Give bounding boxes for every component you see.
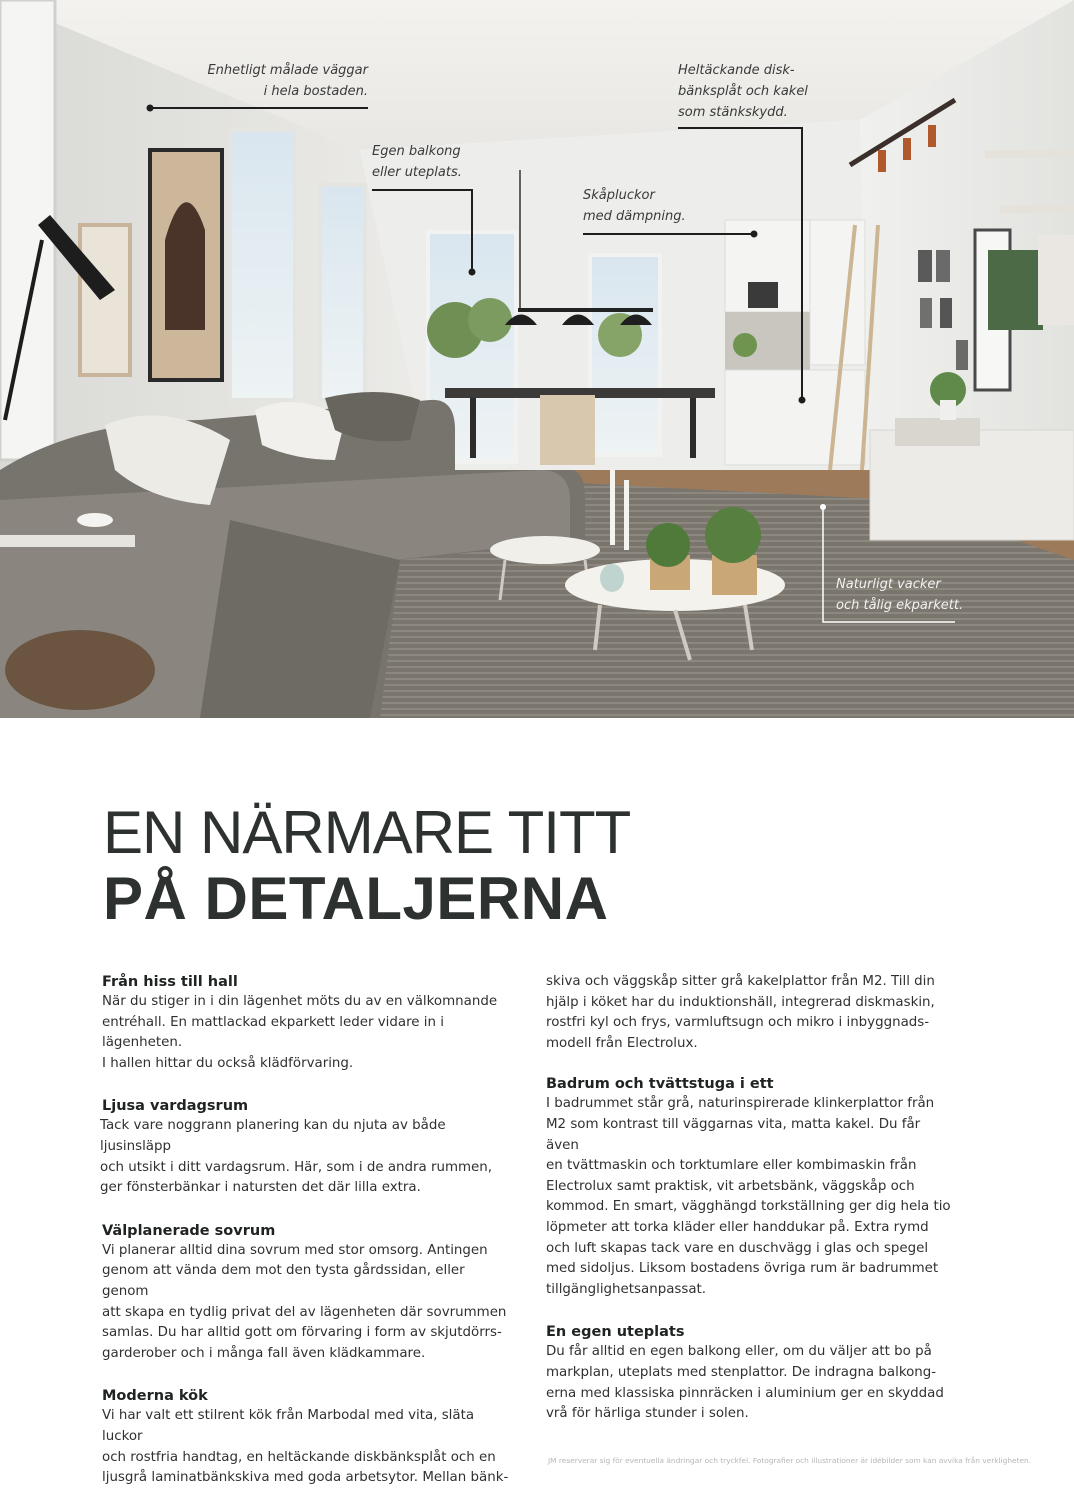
section-living-room bbox=[102, 1096, 512, 1198]
callout-balcony-line1: Egen balkong bbox=[372, 144, 461, 159]
body-line: kommod. En smart, vägghängd torkställning ger dig hela tio bbox=[546, 1199, 951, 1215]
body-line: vrå för härliga stunder i solen. bbox=[546, 1406, 749, 1422]
hero-interior-image bbox=[0, 0, 1074, 718]
callout-countertop-line3: som stänkskydd. bbox=[678, 105, 788, 120]
section-title: Ljusa vardagsrum bbox=[102, 1098, 249, 1115]
body-line: löpmeter att torka kläder eller handdukar på. Extra rymd bbox=[546, 1219, 929, 1235]
body-line: markplan, uteplats med stenplattor. De indragna balkong- bbox=[546, 1364, 937, 1380]
left-column bbox=[102, 972, 512, 1511]
body-line: Du får alltid en egen balkong eller, om du väljer att bo på bbox=[546, 1344, 932, 1360]
body-line: rostfri kyl och frys, varmluftsugn och mikro i inbyggnads- bbox=[546, 1015, 930, 1031]
section-bedrooms bbox=[102, 1221, 512, 1365]
section-body bbox=[102, 992, 512, 1074]
page-title bbox=[103, 800, 630, 932]
section-body bbox=[546, 972, 956, 1054]
callout-parquet bbox=[836, 574, 976, 616]
body-line: Vi har valt ett stilrent kök från Marbodal med vita, släta luckor bbox=[102, 1408, 475, 1444]
body-line: genom att vända dem mot den tysta gårdssidan, eller genom bbox=[102, 1263, 465, 1299]
section-patio bbox=[546, 1322, 956, 1424]
body-line: och utsikt i ditt vardagsrum. Här, som i de andra rummen, bbox=[100, 1159, 493, 1175]
body-line: entréhall. En mattlackad ekparkett leder vidare in i lägenheten. bbox=[102, 1014, 444, 1051]
body-line: och rostfria handtag, en heltäckande diskbänksplåt och en bbox=[102, 1449, 496, 1465]
callout-countertop-line2: bänksplåt och kakel bbox=[678, 84, 808, 99]
callout-walls-line2: i hela bostaden. bbox=[263, 84, 368, 99]
section-bathroom bbox=[546, 1074, 956, 1300]
body-line: När du stiger in i din lägenhet möts du av en välkomnande bbox=[102, 994, 498, 1009]
callout-parquet-line2: och tålig ekparkett. bbox=[836, 598, 964, 613]
section-title: En egen uteplats bbox=[546, 1324, 685, 1341]
section-body bbox=[546, 1342, 956, 1424]
section-kitchen-continued bbox=[546, 972, 956, 1054]
body-line: en tvättmaskin och torktumlare eller kombimaskin från bbox=[546, 1158, 917, 1174]
body-line: att skapa en tydlig privat del av lägenheten där sovrummen bbox=[102, 1304, 507, 1320]
section-body bbox=[102, 1241, 512, 1365]
body-line: M2 som kontrast till väggarnas vita, matta kakel. Du får även bbox=[546, 1116, 921, 1153]
body-line: Electrolux samt praktisk, vit arbetsbänk, väggskåp och bbox=[546, 1178, 915, 1194]
section-hall bbox=[102, 972, 512, 1074]
title-line1: EN NÄRMARE TITT bbox=[103, 799, 631, 866]
body-line: Tack vare noggrann planering kan du njuta av både ljusinsläpp bbox=[100, 1118, 446, 1154]
right-column bbox=[546, 972, 956, 1447]
body-line: och luft skapas tack vare en duschvägg i glas och spegel bbox=[546, 1240, 929, 1256]
body-line: hjälp i köket har du induktionshäll, integrerad diskmaskin, bbox=[546, 994, 935, 1010]
callout-walls-line1: Enhetligt målade väggar bbox=[207, 63, 368, 78]
body-line: ljusgrå laminatbänkskiva med goda arbetsytor. Mellan bänk- bbox=[102, 1470, 509, 1486]
title-line2: PÅ DETALJERNA bbox=[103, 865, 609, 932]
section-title: Från hiss till hall bbox=[102, 974, 238, 990]
section-kitchen bbox=[102, 1386, 512, 1488]
body-line: tillgänglighetsanpassat. bbox=[546, 1281, 707, 1297]
body-line: I hallen hittar du också klädförvaring. bbox=[102, 1055, 354, 1071]
callout-walls bbox=[150, 60, 368, 102]
section-title: Badrum och tvättstuga i ett bbox=[546, 1076, 774, 1093]
disclaimer-text: JM reserverar sig för eventuella ändringar och tryckfel. Fotografier och illustrationer är idébilder som kan avvika från verkligheten. bbox=[548, 1456, 1032, 1465]
callout-cabinets-line1: Skåpluckor bbox=[583, 188, 655, 203]
callout-cabinets bbox=[583, 185, 713, 227]
callout-parquet-line1: Naturligt vacker bbox=[836, 577, 941, 592]
section-body bbox=[100, 1116, 512, 1198]
body-line: ger fönsterbänkar i natursten det där lilla extra. bbox=[100, 1180, 421, 1196]
callout-balcony-line2: eller uteplats. bbox=[372, 165, 462, 180]
body-line: Vi planerar alltid dina sovrum med stor omsorg. Antingen bbox=[102, 1242, 488, 1258]
body-line: garderober och i många fall även klädkammare. bbox=[102, 1345, 426, 1361]
callout-cabinets-line2: med dämpning. bbox=[583, 209, 686, 224]
section-title: Välplanerade sovrum bbox=[102, 1222, 276, 1239]
section-body bbox=[102, 1406, 512, 1488]
callout-balcony bbox=[372, 141, 492, 183]
body-line: skiva och väggskåp sitter grå kakelplattor från M2. Till din bbox=[546, 974, 935, 989]
body-line: med sidoljus. Liksom bostadens övriga rum är badrummet bbox=[546, 1261, 939, 1277]
body-line: modell från Electrolux. bbox=[546, 1035, 698, 1051]
body-line: I badrummet står grå, naturinspirerade klinkerplattor från bbox=[546, 1096, 935, 1112]
section-body bbox=[546, 1094, 956, 1300]
section-title: Moderna kök bbox=[102, 1388, 208, 1405]
callout-countertop bbox=[678, 60, 848, 123]
body-line: erna med klassiska pinnräcken i aluminium ger en skyddad bbox=[546, 1385, 944, 1401]
callout-countertop-line1: Heltäckande disk- bbox=[678, 63, 795, 78]
body-line: samlas. Du har alltid gott om förvaring i form av skjutdörrs- bbox=[102, 1325, 502, 1341]
